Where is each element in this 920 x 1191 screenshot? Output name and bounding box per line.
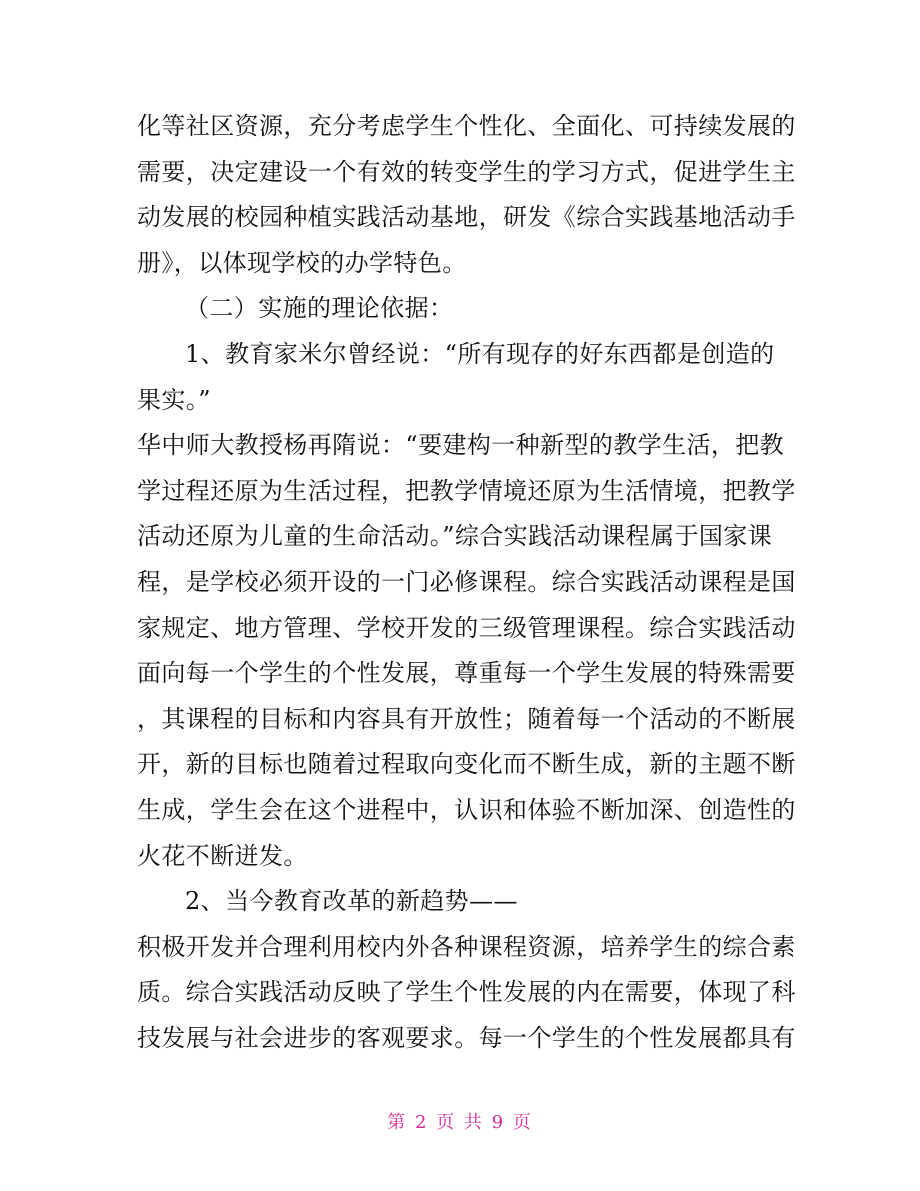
text-line-20: 质。综合实践活动反映了学生个性发展的内在需要，体现了科 (137, 978, 796, 1007)
text-line-12: 家规定、地方管理、学校开发的三级管理课程。综合实践活动 (137, 613, 796, 642)
text-line-16: 生成，学生会在这个进程中，认识和体验不断加深、创造性的 (137, 795, 796, 824)
text-line-17: 火花不断迸发。 (137, 841, 308, 870)
text-line-21: 技发展与社会进步的客观要求。每一个学生的个性发展都具有 (137, 1023, 796, 1052)
text-line-7: 果实。” (137, 385, 211, 414)
text-line-15: 开，新的目标也随着过程取向变化而不断生成，新的主题不断 (137, 750, 796, 779)
text-line-9: 学过程还原为生活过程，把教学情境还原为生活情境，把教学 (137, 476, 796, 505)
text-line-18: 2、当今教育改革的新趋势—— (185, 887, 518, 916)
text-line-11: 程，是学校必须开设的一门必修课程。综合实践活动课程是国 (137, 567, 796, 596)
text-line-1: 化等社区资源，充分考虑学生个性化、全面化、可持续发展的 (137, 112, 796, 140)
text-line-2: 需要，决定建设一个有效的转变学生的学习方式，促进学生主 (137, 157, 796, 186)
document-body (137, 104, 797, 1061)
text-line-4: 册》，以体现学校的办学特色。 (137, 248, 467, 277)
text-line-13: 面向每一个学生的个性发展，尊重每一个学生发展的特殊需要 (137, 659, 796, 688)
page-number-footer: 第 2 页 共 9 页 (387, 1112, 533, 1133)
section-heading-theory: （二）实施的理论依据： (185, 294, 454, 323)
text-line-3: 动发展的校园种植实践活动基地，研发《综合实践基地活动手 (137, 203, 796, 232)
text-line-14: ，其课程的目标和内容具有开放性；随着每一个活动的不断展 (137, 704, 796, 733)
text-line-19: 积极开发并合理利用校内外各种课程资源，培养学生的综合素 (137, 932, 796, 961)
text-line-8: 华中师大教授杨再隋说：“要建构一种新型的教学生活，把教 (137, 431, 785, 460)
text-line-10: 活动还原为儿童的生命活动。”综合实践活动课程属于国家课 (137, 522, 773, 551)
text-line-6: 1、教育家米尔曾经说：“所有现存的好东西都是创造的 (185, 339, 775, 368)
